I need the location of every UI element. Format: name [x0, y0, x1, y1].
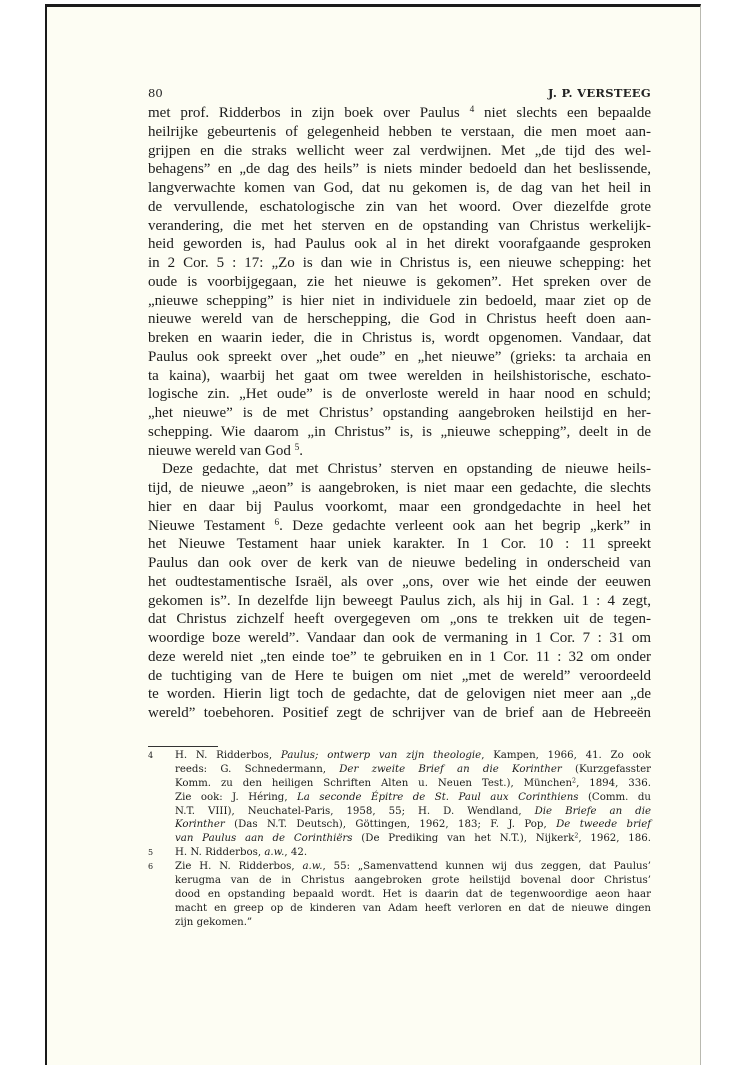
- text-run: Komm. zu den heiligen Schriften Alten u. Neuen Test.), München: [175, 777, 573, 789]
- text-run: reeds: G. Schnedermann,: [175, 763, 340, 775]
- text-line: [148, 367, 651, 386]
- text-line: [148, 217, 651, 236]
- text-line: [148, 704, 651, 723]
- footnote: [148, 846, 651, 860]
- text-run: breken en waarin ieder, die in Christus is, wordt opgenomen. Vandaar, dat: [148, 330, 651, 346]
- italic-text: Paulus; ontwerp van zijn theologie: [280, 750, 482, 761]
- text-run: N.T. VIII), Neuchatel-Paris, 1958, 55; H. D. Wendland,: [175, 805, 535, 817]
- text-run: kerugma van de in Christus aangebroken grote heilstijd bovenal door Christus’: [175, 875, 651, 887]
- text-run: dat Christus zichzelf heeft overgegeven om „ons te trekken uit de tegen-: [148, 611, 651, 628]
- footnote-separator: [148, 746, 218, 747]
- italic-text: Korinther: [175, 819, 225, 831]
- text-line: [175, 818, 651, 832]
- text-run: hier en daar bij Paulus voorkomt, maar een grondgedachte in heel het: [148, 498, 651, 515]
- footnote-number: 6: [148, 862, 154, 872]
- italic-text: De tweede brief: [556, 819, 651, 831]
- italic-text: a.w.: [302, 861, 323, 873]
- text-line: [148, 198, 651, 217]
- text-line: [175, 916, 651, 930]
- text-run: , 1894, 336.: [576, 777, 651, 789]
- text-line: [148, 160, 651, 179]
- running-header: [148, 86, 651, 102]
- text-run: H. N. Ridderbos,: [175, 847, 265, 859]
- text-run: zijn gekomen.”: [175, 916, 253, 928]
- text-run: (Das N.T. Deutsch), Göttingen, 1962, 183; F. J. Pop,: [224, 819, 557, 831]
- text-line: [148, 685, 651, 704]
- text-line: [148, 517, 651, 536]
- text-run: , 42.: [284, 847, 308, 859]
- text-run: het oudtestamentische Israël, als over „ons, over wie het einde der eeuwen: [148, 573, 651, 590]
- text-run: te worden. Hierin ligt toch de gedachte, dat de gelovigen niet meer aan „de: [148, 686, 651, 703]
- text-run: .: [299, 442, 304, 459]
- text-line: [175, 846, 651, 860]
- text-run: heilrijke gebeurtenis of gelegenheid hebben te verstaan, die men moet aan-: [148, 123, 651, 140]
- paragraph: [148, 460, 651, 723]
- text-run: met prof. Ridderbos in zijn boek over Paulus: [148, 105, 470, 121]
- text-run: Zie ook: J. Héring,: [175, 791, 298, 803]
- text-run: langverwachte komen van God, dat nu gekomen is, de dag van het heil in: [148, 180, 651, 196]
- text-run: grijpen en die straks wellicht weer zal verdwijnen. Met „de tijd des wel-: [148, 142, 651, 159]
- text-line: [175, 902, 651, 916]
- footnote: [148, 749, 651, 846]
- text-run: (De Prediking van het N.T.), Nijkerk: [352, 833, 575, 845]
- paragraph: [148, 104, 651, 460]
- text-run: ta kaina), waarbij het gaat om twee werelden in heilshistorische, eschato-: [148, 367, 651, 384]
- text-run: „nieuwe schepping” is hier niet in individuele zin bedoeld, maar ziet op de: [148, 292, 651, 309]
- italic-text: a.w.: [264, 847, 285, 859]
- text-line: [148, 385, 651, 404]
- text-line: [148, 648, 651, 667]
- text-line: [148, 498, 651, 517]
- footnote: [148, 860, 651, 929]
- italic-text: Die Briefe an die: [534, 805, 651, 817]
- text-line: [148, 273, 651, 292]
- text-run: schepping. Wie daarom „in Christus” is, is „nieuwe schepping”, deelt in de: [148, 423, 651, 440]
- text-run: woordige boze wereld”. Vandaar dan ook de vermaning in 1 Cor. 7 : 31 om: [148, 630, 651, 646]
- text-run: . Deze gedachte verleent ook aan het begrip „kerk” in: [279, 517, 651, 534]
- italic-text: Der zweite Brief an die Korinther: [339, 763, 562, 775]
- text-line: [148, 554, 651, 573]
- text-line: [148, 104, 651, 123]
- text-run: wereld” toebehoren. Positief zegt de schrijver van de brief aan de Hebreeën: [148, 705, 651, 721]
- footnotes: [148, 749, 651, 930]
- text-line: [148, 310, 651, 329]
- text-run: dood en opstanding bepaald wordt. Het is daarin dat de tegenwoordige aeon haar: [175, 888, 651, 900]
- text-run: heid geworden is, had Paulus ook al in het direkt voorafgaande gesproken: [148, 236, 651, 253]
- text-line: [148, 179, 651, 198]
- italic-text: La seconde Épitre de St. Paul aux Corinthiens: [297, 791, 579, 803]
- text-line: [148, 235, 651, 254]
- footnote-number: 5: [148, 848, 154, 858]
- body-text: [148, 104, 651, 723]
- text-line: [148, 535, 651, 554]
- running-head-author: J. P. VERSTEEG: [548, 86, 651, 100]
- text-run: H. N. Ridderbos,: [175, 750, 281, 761]
- footnote-reference: 4: [469, 104, 475, 115]
- text-line: [148, 629, 651, 648]
- text-run: deze wereld niet „ten einde toe” te gebruiken en in 1 Cor. 11 : 32 om onder: [148, 648, 651, 665]
- footnote-reference: 6: [274, 517, 280, 528]
- text-run: behagens” en „de dag des heils” is niets minder bedoeld dan het beslissende,: [148, 161, 651, 178]
- text-run: Nieuwe Testament: [148, 517, 275, 534]
- text-line: [148, 460, 651, 479]
- text-line: [175, 832, 651, 846]
- text-run: gekomen is”. In dezelfde lijn beweegt Paulus zich, als hij in Gal. 1 : 4 zegt,: [148, 592, 651, 609]
- text-run: (Comm. du: [578, 791, 651, 803]
- text-line: [175, 749, 651, 763]
- text-line: [148, 573, 651, 592]
- text-run: Zie H. N. Ridderbos,: [175, 861, 303, 873]
- text-line: [148, 329, 651, 348]
- text-line: [175, 791, 651, 805]
- text-run: nieuwe wereld van de herschepping, die God in Christus heeft doen aan-: [148, 311, 651, 328]
- text-run: macht en greep op de kinderen van Adam heeft verloren en dat de nieuwe dingen: [175, 902, 651, 914]
- text-line: [175, 874, 651, 888]
- text-run: , Kampen, 1966, 41. Zo ook: [481, 750, 651, 761]
- text-run: (Kurzgefasster: [561, 763, 651, 775]
- text-run: in 2 Cor. 5 : 17: „Zo is dan wie in Christus is, een nieuwe schepping: het: [148, 255, 651, 271]
- page-number: 80: [148, 86, 163, 100]
- text-line: [148, 592, 651, 611]
- text-line: [175, 805, 651, 819]
- text-line: [148, 442, 651, 461]
- text-run: , 1962, 186.: [578, 833, 651, 845]
- text-run: de vervullende, eschatologische zin van het woord. Over diezelfde grote: [148, 198, 651, 215]
- text-run: , 55: „Samenvattend kunnen wij dus zeggen, dat Paulus’: [322, 861, 652, 873]
- text-line: [148, 610, 651, 629]
- footnote-reference: 5: [294, 442, 300, 453]
- footnote-reference: 2: [574, 832, 579, 840]
- text-line: [148, 123, 651, 142]
- footnote-number: 4: [148, 751, 154, 760]
- text-run: nieuwe wereld van God: [148, 442, 295, 459]
- text-line: [148, 667, 651, 686]
- italic-text: van Paulus aan de Corinthiërs: [175, 833, 353, 845]
- text-line: [148, 423, 651, 442]
- text-run: verandering, die met het sterven en de opstanding van Christus werkelijk-: [148, 217, 651, 234]
- text-line: [175, 860, 651, 874]
- text-line: [148, 479, 651, 498]
- footnote-reference: 2: [572, 777, 577, 785]
- text-line: [175, 777, 651, 791]
- text-line: [148, 142, 651, 161]
- text-run: het Nieuwe Testament haar uniek karakter. In 1 Cor. 10 : 11 spreekt: [148, 536, 651, 553]
- text-run: Deze gedachte, dat met Christus’ sterven en opstanding de nieuwe heils-: [162, 461, 651, 478]
- text-line: [148, 348, 651, 367]
- text-run: niet slechts een bepaalde: [474, 105, 651, 121]
- text-run: oude is voorbijgegaan, zie het nieuwe is gekomen”. Het spreken over de: [148, 273, 651, 290]
- text-line: [148, 292, 651, 311]
- text-line: [148, 254, 651, 273]
- text-line: [175, 888, 651, 902]
- text-run: tijd, de nieuwe „aeon” is aangebroken, is niet maar een gedachte, die slechts: [148, 480, 651, 496]
- text-run: Paulus dan ook over de kerk van de nieuwe bedeling in onderscheid van: [148, 555, 651, 571]
- text-line: [148, 404, 651, 423]
- text-run: logische zin. „Het oude” is de onverloste wereld in haar nood en schuld;: [148, 386, 651, 403]
- text-run: Paulus ook spreekt over „het oude” en „het nieuwe” (grieks: ta archaia en: [148, 348, 651, 365]
- text-run: de tuchtiging van de Here te buigen om niet „met de wereld” veroordeeld: [148, 667, 651, 684]
- text-run: „het nieuwe” is de met Christus’ opstanding aangebroken heilstijd en her-: [148, 405, 651, 421]
- text-line: [175, 763, 651, 777]
